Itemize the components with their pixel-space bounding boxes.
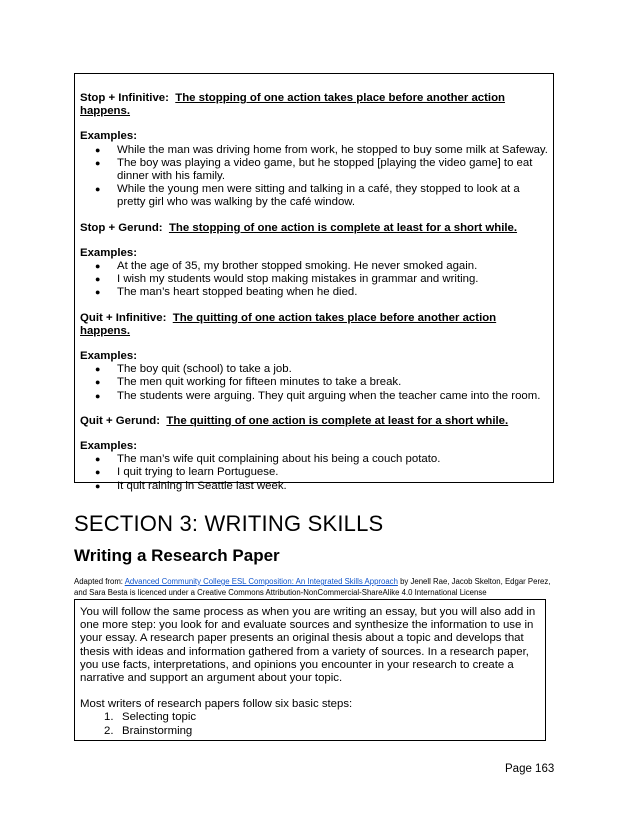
examples-heading: Examples: bbox=[80, 440, 137, 453]
bullet-icon: ● bbox=[95, 390, 101, 401]
step-number: 2. bbox=[104, 724, 114, 737]
bullet-icon: ● bbox=[95, 454, 101, 465]
rule-description: The stopping of one action takes place before another action happens. bbox=[80, 92, 506, 118]
list-item: ● It quit raining in Seattle last week. bbox=[95, 479, 287, 492]
list-item: ● At the age of 35, my brother stopped smoking. He never smoked again. bbox=[95, 260, 478, 273]
source-link[interactable]: Advanced Community College ESL Composition: An Integrated Skills Approach bbox=[124, 577, 398, 586]
list-item: ● The boy quit (school) to take a job. bbox=[95, 363, 292, 376]
rule-label: Quit + Gerund: bbox=[80, 414, 161, 427]
examples-list bbox=[80, 260, 548, 300]
bullet-icon: ● bbox=[95, 364, 101, 375]
steps-intro: Most writers of research papers follow six basic steps: bbox=[80, 698, 353, 711]
list-item bbox=[80, 725, 540, 738]
attribution-prefix: Adapted from: bbox=[74, 577, 125, 586]
list-item: ● The man’s wife quit complaining about his being a couch potato. bbox=[95, 453, 441, 466]
rule-description: The quitting of one action is complete at least for a short while. bbox=[166, 414, 509, 427]
bullet-icon: ● bbox=[95, 467, 101, 478]
section-title: SECTION 3: WRITING SKILLS bbox=[74, 511, 384, 536]
research-paper-box bbox=[74, 599, 546, 741]
grammar-rules-box bbox=[74, 73, 554, 492]
list-item bbox=[80, 711, 540, 724]
list-item: ● I quit trying to learn Portuguese. bbox=[95, 466, 279, 479]
list-item: ● The man’s heart stopped beating when he died. bbox=[95, 286, 358, 299]
attribution-suffix: by Jenell Rae, Jacob Skelton, Edgar Perez, and Sara Besta is licenced under a Creative Commons Attribution-NonCommercial-ShareAlike 4.0 International License bbox=[74, 577, 551, 597]
step-text: Selecting topic bbox=[122, 711, 197, 724]
rule-heading bbox=[80, 415, 548, 428]
examples-heading: Examples: bbox=[80, 350, 137, 363]
rule-label: Quit + Infinitive: bbox=[80, 311, 167, 324]
rule-section-quit-infinitive bbox=[80, 312, 548, 403]
bullet-icon: ● bbox=[95, 184, 101, 195]
step-text: Brainstorming bbox=[122, 724, 193, 737]
bullet-icon: ● bbox=[95, 261, 101, 272]
examples-list bbox=[80, 453, 548, 493]
rule-heading bbox=[80, 222, 548, 235]
intro-paragraph: You will follow the same process as when you are writing an essay, but you will also add in one more step: you look for and evaluate sources and synthesize the information to use in your essay. A research paper presents an original thesis about a topic and develops that thesis with ideas and information gathered from a variety of sources. In a research paper, you use facts, interpretations, and opinions you encounter in your research to create a narrative and support an argument about your topic. bbox=[80, 606, 536, 685]
rule-description: The stopping of one action is complete at least for a short while. bbox=[168, 221, 518, 234]
rule-section-quit-gerund bbox=[80, 415, 548, 493]
rule-heading bbox=[80, 92, 548, 118]
list-item: ● I wish my students would stop making mistakes in grammar and writing. bbox=[95, 273, 479, 286]
bullet-icon: ● bbox=[95, 480, 101, 491]
rule-section-stop-gerund bbox=[80, 222, 548, 300]
bullet-icon: ● bbox=[95, 287, 101, 298]
bullet-icon: ● bbox=[95, 274, 101, 285]
step-number: 1. bbox=[104, 711, 114, 724]
list-item: ● The boy was playing a video game, but he stopped [playing the video game] to eat dinner with his family. bbox=[95, 156, 533, 183]
examples-list bbox=[80, 144, 548, 210]
list-item: ● While the man was driving home from work, he stopped to buy some milk at Safeway. bbox=[95, 143, 548, 156]
rule-section-stop-infinitive bbox=[80, 92, 548, 210]
list-item: ● While the young men were sitting and talking in a café, they stopped to look at a pretty girl who was walking by the café window. bbox=[95, 183, 520, 209]
rule-label: Stop + Infinitive: bbox=[80, 92, 169, 104]
examples-list bbox=[80, 363, 548, 403]
rule-heading bbox=[80, 312, 548, 338]
attribution-note bbox=[74, 576, 560, 598]
subsection-title: Writing a Research Paper bbox=[74, 546, 280, 565]
page-number: Page 163 bbox=[505, 763, 555, 775]
rule-label: Stop + Gerund: bbox=[80, 221, 163, 234]
examples-heading: Examples: bbox=[80, 246, 137, 259]
bullet-icon: ● bbox=[95, 144, 101, 155]
list-item: ● The students were arguing. They quit arguing when the teacher came into the room. bbox=[95, 389, 541, 402]
bullet-icon: ● bbox=[95, 157, 101, 168]
rule-description: The quitting of one action takes place before another action happens. bbox=[80, 311, 497, 337]
steps-list bbox=[80, 711, 540, 737]
list-item: ● The men quit working for fifteen minutes to take a break. bbox=[95, 376, 402, 389]
examples-heading: Examples: bbox=[80, 130, 137, 143]
bullet-icon: ● bbox=[95, 377, 101, 388]
